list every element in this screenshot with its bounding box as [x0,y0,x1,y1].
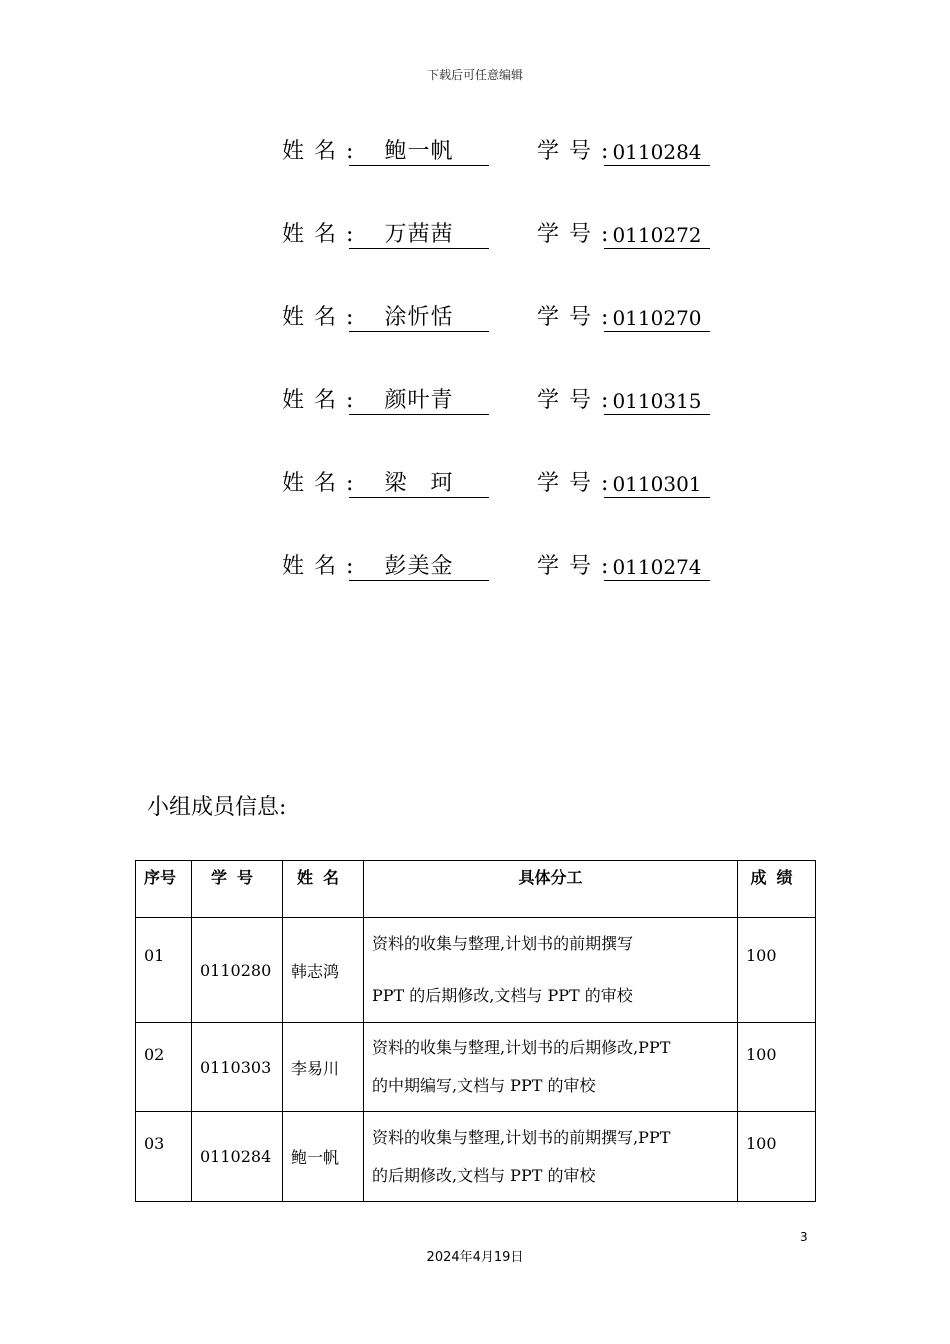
cell-name: 鲍一帆 [283,1112,364,1202]
id-label: 学号: [537,222,619,247]
member-id: 0110301 [604,469,710,498]
member-id: 0110284 [604,137,710,166]
member-name: 彭美金 [349,552,489,581]
cell-score: 100 [738,918,816,1023]
cell-score: 100 [738,1112,816,1202]
cell-task [364,1023,738,1112]
task-line: 资料的收集与整理,计划书的后期修改,PPT [372,1038,671,1057]
name-label: 姓名: [282,222,364,247]
cell-score: 100 [738,1023,816,1112]
cell-name: 李易川 [283,1023,364,1112]
id-label: 学号: [537,388,619,413]
header-id: 学号 [192,861,283,918]
name-label: 姓名: [282,305,364,330]
id-label: 学号: [537,305,619,330]
table-header-row [136,861,816,918]
member-id: 0110272 [604,220,710,249]
header-task: 具体分工 [364,861,738,918]
task-line: PPT 的后期修改,文档与 PPT 的审校 [372,986,633,1005]
id-label: 学号: [537,471,619,496]
id-label: 学号: [537,554,619,579]
member-table [135,860,816,1202]
member-id: 0110274 [604,552,710,581]
table-row [136,1112,816,1202]
cell-name: 韩志鸿 [283,918,364,1023]
member-name: 梁 珂 [349,469,489,498]
cell-no: 03 [136,1112,192,1202]
id-label: 学号: [537,139,619,164]
section-title: 小组成员信息: [147,795,287,820]
member-name: 颜叶青 [349,386,489,415]
name-label: 姓名: [282,471,364,496]
cell-task [364,1112,738,1202]
member-name: 鲍一帆 [349,137,489,166]
page-header: 下载后可任意编辑 [426,68,523,82]
member-id: 0110315 [604,386,710,415]
header-no: 序号 [136,861,192,918]
cell-id: 0110280 [192,918,283,1023]
name-label: 姓名: [282,388,364,413]
task-line: 的后期修改,文档与 PPT 的审校 [372,1165,596,1185]
task-line: 的中期编写,文档与 PPT 的审校 [372,1076,596,1095]
header-name: 姓名 [283,861,364,918]
footer-date: 2024年4月19日 [426,1250,524,1265]
name-label: 姓名: [282,139,364,164]
table-row [136,918,816,1023]
header-score: 成绩 [738,861,816,918]
task-line: 资料的收集与整理,计划书的前期撰写,PPT [372,1127,671,1147]
cell-task [364,918,738,1023]
member-name: 万茜茜 [349,220,489,249]
cell-no: 02 [136,1023,192,1112]
table-row [136,1023,816,1112]
page-number: 3 [800,1230,808,1244]
member-name: 涂忻恬 [349,303,489,332]
cell-id: 0110284 [192,1112,283,1202]
cell-no: 01 [136,918,192,1023]
member-id: 0110270 [604,303,710,332]
name-label: 姓名: [282,554,364,579]
task-line: 资料的收集与整理,计划书的前期撰写 [372,934,634,953]
cell-id: 0110303 [192,1023,283,1112]
